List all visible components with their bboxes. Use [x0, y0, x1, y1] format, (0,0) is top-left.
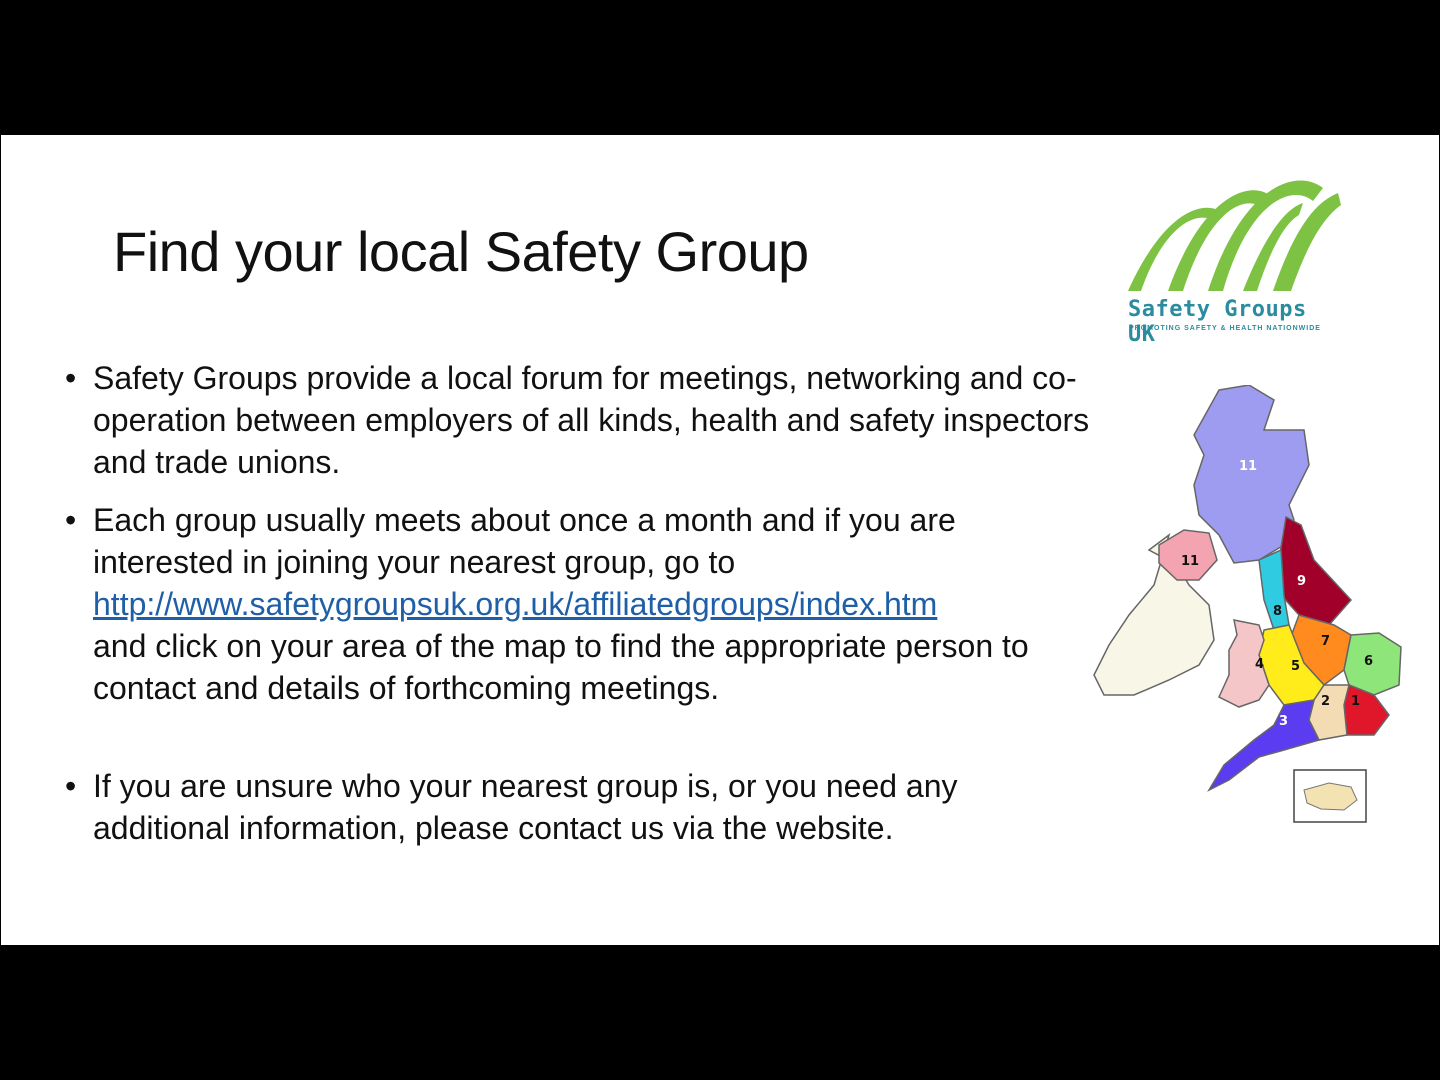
map-label-5: 5	[1291, 659, 1301, 674]
bullet-meetings	[65, 499, 1095, 709]
logo-wordmark: Safety Groups UK	[1128, 297, 1307, 347]
map-label-1: 1	[1351, 694, 1361, 709]
map-label-2: 2	[1321, 694, 1331, 709]
map-region-9[interactable]	[1279, 517, 1351, 625]
uk-regions-map	[1089, 385, 1419, 830]
map-label-9: 9	[1297, 574, 1307, 589]
bullet-forum-text: Safety Groups provide a local forum for meetings, networking and co-operation between employers of all kinds, health and safety inspectors and trade unions.	[93, 360, 1090, 480]
map-label-3: 3	[1279, 714, 1289, 729]
logo-arches-icon	[1123, 173, 1345, 298]
affiliated-groups-link[interactable]: http://www.safetygroupsuk.org.uk/affiliatedgroups/index.htm	[93, 586, 938, 622]
map-label-7: 7	[1321, 634, 1331, 649]
logo-tagline: PROMOTING SAFETY & HEALTH NATIONWIDE	[1129, 325, 1321, 332]
bullet-list	[65, 357, 1095, 849]
bullet-contact	[65, 765, 1095, 849]
bullet-meetings-text-after: and click on your area of the map to find the appropriate person to contact and details of forthcoming meetings.	[93, 628, 1029, 706]
bullet-forum	[65, 357, 1095, 483]
map-label-6: 6	[1364, 654, 1374, 669]
bullet-meetings-text: Each group usually meets about once a month and if you are interested in joining your nearest group, go to	[93, 502, 956, 580]
safety-groups-uk-logo	[1123, 173, 1345, 347]
slide-title: Find your local Safety Group	[113, 220, 809, 283]
map-label-11: 11	[1181, 554, 1200, 569]
bullet-contact-text: If you are unsure who your nearest group is, or you need any additional information, please contact us via the website.	[93, 768, 958, 846]
map-label-10: 11	[1239, 459, 1258, 474]
map-label-8: 8	[1273, 604, 1283, 619]
presentation-slide	[1, 135, 1439, 945]
map-label-4: 4	[1255, 657, 1265, 672]
